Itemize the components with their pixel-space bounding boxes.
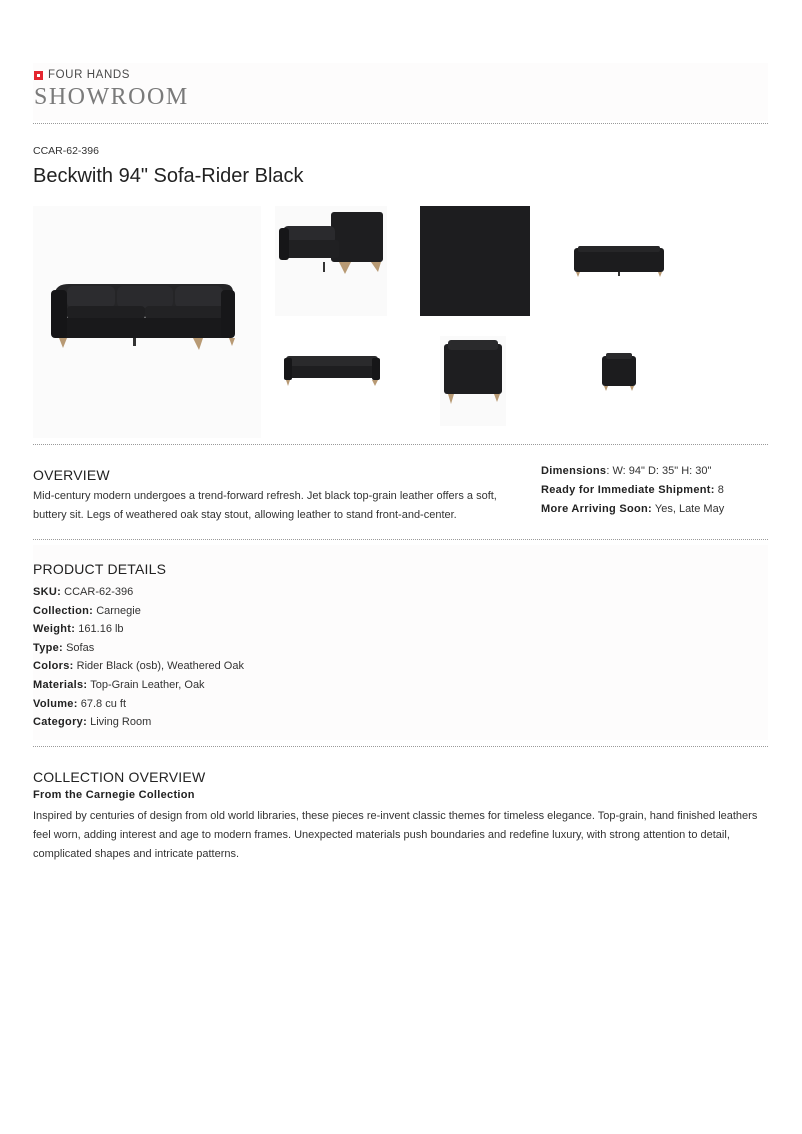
product-thumbnail-front xyxy=(280,350,384,390)
detail-value: Carnegie xyxy=(93,604,141,617)
showroom-title: SHOWROOM xyxy=(34,84,189,110)
detail-row xyxy=(33,713,244,732)
detail-label: Volume: xyxy=(33,697,78,710)
dimensions-label: Dimensions xyxy=(541,465,607,477)
product-title: Beckwith 94" Sofa-Rider Black xyxy=(33,165,304,187)
detail-label: Category: xyxy=(33,716,88,729)
dimensions-row xyxy=(541,462,724,481)
brand-logo-icon xyxy=(34,71,43,80)
shipment-label: Ready for Immediate Shipment: xyxy=(541,484,715,496)
detail-value: Living Room xyxy=(87,716,152,729)
product-thumbnail-back xyxy=(570,238,668,280)
detail-label: Colors: xyxy=(33,660,74,673)
detail-value: 161.16 lb xyxy=(75,623,124,636)
brand xyxy=(34,69,130,81)
divider xyxy=(33,746,768,747)
product-thumbnail-end xyxy=(600,350,640,394)
detail-row xyxy=(33,695,244,714)
collection-subheading: From the Carnegie Collection xyxy=(33,789,195,801)
shipment-row xyxy=(541,481,724,500)
shipment-value: 8 xyxy=(714,484,724,496)
detail-label: Materials: xyxy=(33,678,88,691)
collection-text: Inspired by centuries of design from old world libraries, these pieces re-invent classic themes for timeless elegance. Top-grain, hand finished leathers feel worn, adding interest and age to modern frames. Unexpected materials push boundaries and redefine luxury, with strong attention to detail, complicated shapes and intricate patterns. xyxy=(33,810,758,860)
dimensions-value: : W: 94" D: 35" H: 30" xyxy=(606,465,712,477)
divider xyxy=(33,444,768,445)
divider xyxy=(33,539,768,540)
detail-label: Weight: xyxy=(33,623,76,636)
overview-heading: OVERVIEW xyxy=(33,467,110,483)
detail-value: Top-Grain Leather, Oak xyxy=(87,678,205,691)
product-thumbnail-angle xyxy=(440,336,506,426)
leather-swatch-image xyxy=(420,206,530,316)
detail-label: Collection: xyxy=(33,604,94,617)
detail-row xyxy=(33,620,244,639)
detail-row xyxy=(33,676,244,695)
detail-row xyxy=(33,583,244,602)
main-product-image xyxy=(33,206,261,438)
availability-specs xyxy=(541,462,724,519)
collection-heading: COLLECTION OVERVIEW xyxy=(33,769,206,785)
detail-label: SKU: xyxy=(33,586,62,598)
header xyxy=(33,63,768,121)
detail-label: Type: xyxy=(33,641,64,654)
brand-name: FOUR HANDS xyxy=(48,69,131,81)
detail-row xyxy=(33,657,244,676)
product-thumbnail-side xyxy=(275,206,387,316)
product-details-heading: PRODUCT DETAILS xyxy=(33,561,167,577)
divider xyxy=(33,123,768,124)
detail-value: CCAR-62-396 xyxy=(61,586,134,598)
detail-row xyxy=(33,602,244,621)
arriving-label: More Arriving Soon: xyxy=(541,503,653,515)
arriving-row xyxy=(541,500,724,519)
detail-value: Rider Black (osb), Weathered Oak xyxy=(73,660,244,673)
product-details-list xyxy=(33,583,244,732)
overview-text: Mid-century modern undergoes a trend-forward refresh. Jet black top-grain leather offers a soft, buttery sit. Legs of weathered oak stay stout, allowing leather to stand front-and-center. xyxy=(33,490,497,521)
product-sku-code: CCAR-62-396 xyxy=(33,145,99,157)
detail-value: Sofas xyxy=(63,641,95,654)
detail-value: 67.8 cu ft xyxy=(77,697,126,710)
detail-row xyxy=(33,639,244,658)
arriving-value: Yes, Late May xyxy=(652,503,725,515)
